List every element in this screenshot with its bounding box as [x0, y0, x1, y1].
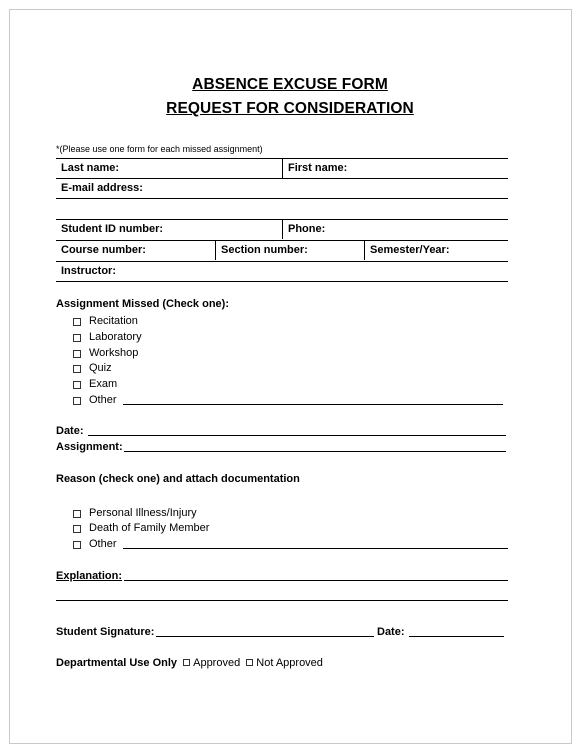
departmental-use-row — [56, 657, 323, 669]
approved-label: Approved — [193, 657, 241, 669]
last-name-field[interactable]: Last name: — [61, 162, 120, 174]
instructor-field[interactable]: Instructor: — [61, 265, 116, 277]
reason-heading: Reason (check one) and attach documentation — [56, 473, 300, 485]
date-line[interactable] — [88, 435, 506, 436]
form-note: *(Please use one form for each missed assignment) — [56, 144, 263, 154]
explanation-line[interactable] — [124, 580, 508, 581]
form-title: ABSENCE EXCUSE FORM — [192, 76, 388, 93]
checkbox[interactable] — [73, 365, 81, 373]
checkbox[interactable] — [73, 350, 81, 358]
not-approved-checkbox[interactable] — [246, 659, 253, 666]
checkbox[interactable] — [73, 541, 81, 549]
assignment-label: Assignment: — [56, 441, 123, 453]
other-assignment-line[interactable] — [123, 404, 503, 405]
table-row — [56, 178, 508, 198]
explanation-label: Explanation: — [56, 570, 123, 582]
date-label: Date: — [56, 425, 84, 437]
semester-year-field[interactable]: Semester/Year: — [364, 241, 508, 260]
student-signature-label: Student Signature: — [56, 626, 155, 638]
option-personal-illness: Personal Illness/Injury — [89, 507, 197, 519]
checkbox[interactable] — [73, 334, 81, 342]
first-name-field[interactable]: First name: — [282, 159, 508, 178]
table-row — [56, 261, 508, 282]
option-quiz: Quiz — [89, 362, 112, 374]
checkbox[interactable] — [73, 397, 81, 405]
option-death-family: Death of Family Member — [89, 522, 210, 534]
assignment-missed-heading: Assignment Missed (Check one): — [56, 298, 229, 310]
table-row — [56, 240, 508, 260]
form-subtitle: REQUEST FOR CONSIDERATION — [166, 100, 414, 117]
explanation-line-2[interactable] — [56, 600, 508, 601]
checkbox[interactable] — [73, 525, 81, 533]
checkbox[interactable] — [73, 510, 81, 518]
other-reason-line[interactable] — [123, 548, 508, 549]
course-number-field[interactable]: Course number: — [61, 244, 146, 256]
option-laboratory: Laboratory — [89, 331, 142, 343]
assignment-line[interactable] — [124, 451, 506, 452]
table-row — [56, 219, 508, 239]
departmental-label: Departmental Use Only — [56, 657, 178, 669]
option-workshop: Workshop — [89, 347, 139, 359]
option-recitation: Recitation — [89, 315, 138, 327]
table-row — [56, 198, 508, 218]
option-other: Other — [89, 394, 117, 406]
checkbox[interactable] — [73, 318, 81, 326]
option-reason-other: Other — [89, 538, 117, 550]
email-field[interactable]: E-mail address: — [61, 182, 143, 194]
checkbox[interactable] — [73, 381, 81, 389]
table-row — [56, 158, 508, 178]
signature-date-line[interactable] — [409, 636, 504, 637]
option-exam: Exam — [89, 378, 118, 390]
signature-date-label: Date: — [377, 626, 405, 638]
approved-checkbox[interactable] — [183, 659, 190, 666]
section-number-field[interactable]: Section number: — [215, 241, 364, 260]
student-id-field[interactable]: Student ID number: — [61, 223, 164, 235]
phone-field[interactable]: Phone: — [282, 220, 508, 239]
signature-line[interactable] — [156, 636, 374, 637]
not-approved-label: Not Approved — [256, 657, 323, 669]
